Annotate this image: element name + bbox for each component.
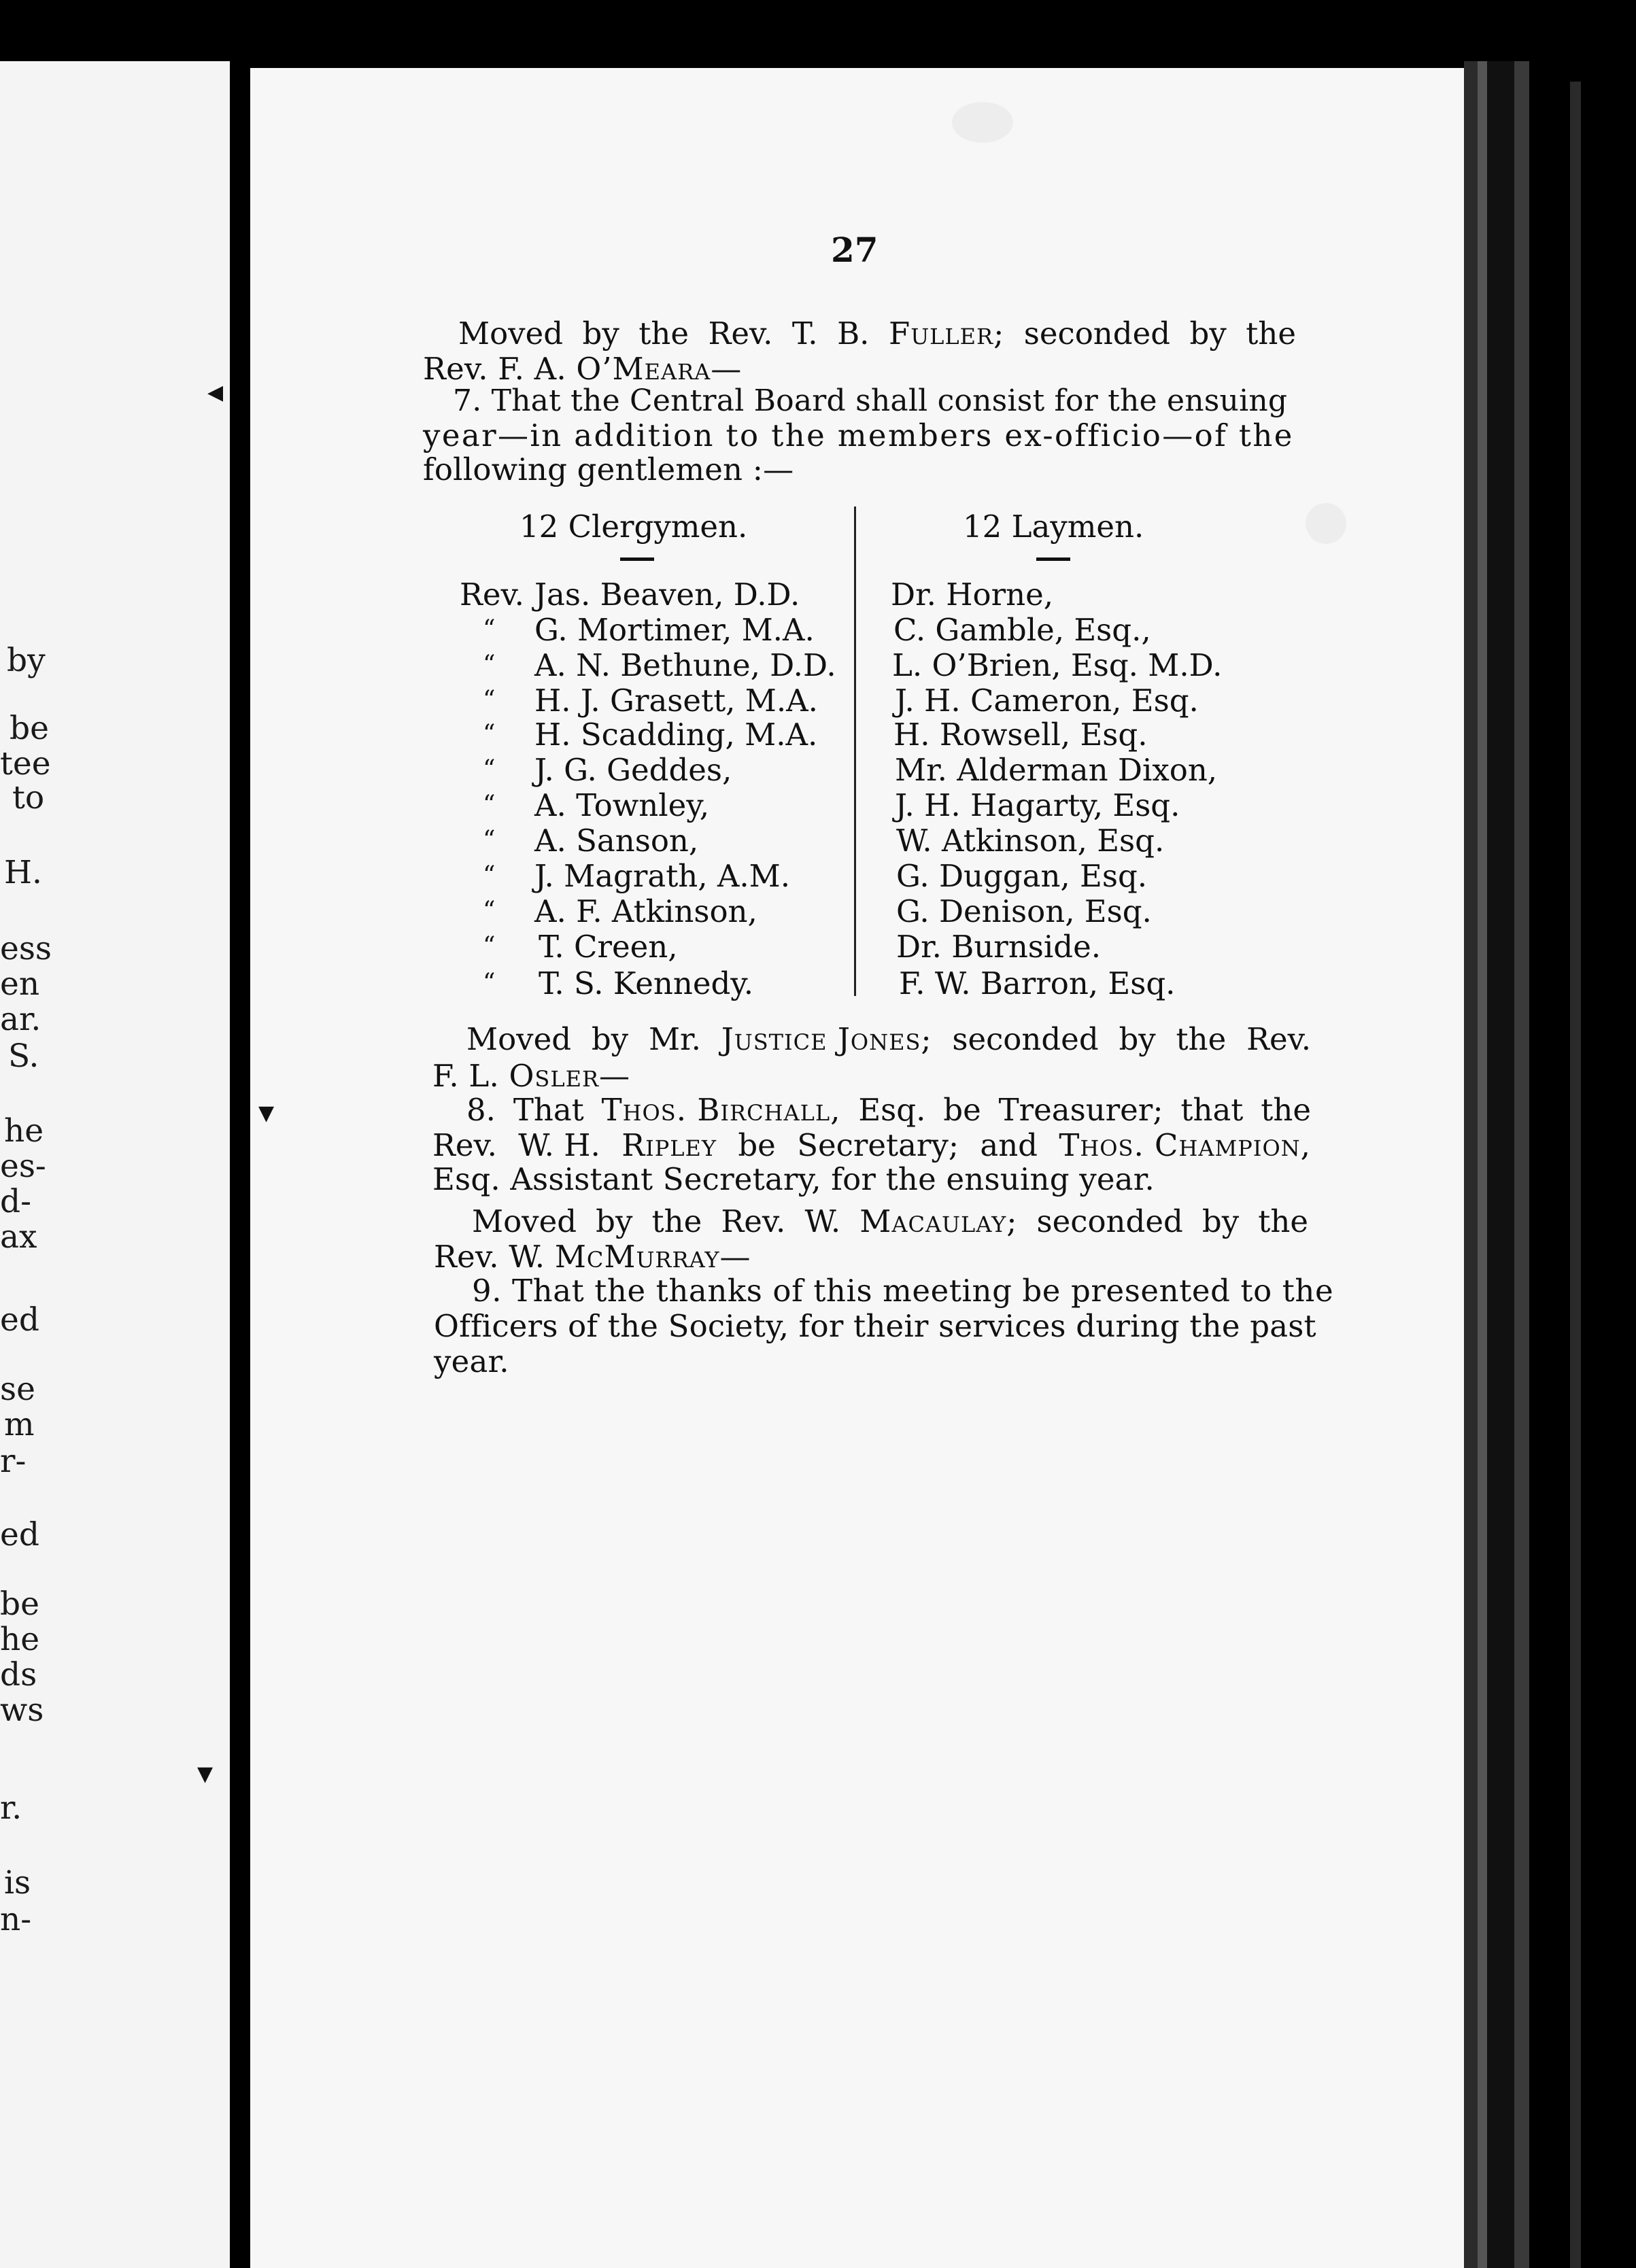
layman-name: Mr. Alderman Dixon, xyxy=(895,752,1218,788)
resolution-7-line-2: year—in addition to the members ex-officio—of the xyxy=(423,417,1294,453)
page-edges xyxy=(1570,82,1581,2268)
word: F. L. xyxy=(432,1058,509,1094)
clergy-name: G. Mortimer, M.A. xyxy=(534,612,815,648)
seconder-name: Osler— xyxy=(509,1058,631,1094)
left-fragment: H. xyxy=(4,854,42,891)
left-fragment: be xyxy=(0,1585,39,1623)
word: W. xyxy=(804,1203,841,1239)
word: Rev. xyxy=(1246,1021,1311,1057)
clergy-name: H. Scadding, M.A. xyxy=(534,717,818,753)
left-fragment: es- xyxy=(0,1148,46,1185)
word: the xyxy=(1258,1203,1308,1239)
word: be xyxy=(943,1092,981,1128)
resolution-7-line-1: 7. That the Central Board shall consist for the ensuing xyxy=(453,383,1288,418)
word: 8. xyxy=(466,1092,496,1128)
clergy-prefix: “ xyxy=(483,826,496,854)
word: Treasurer; xyxy=(998,1092,1163,1128)
margin-mark: ▼ xyxy=(197,1762,214,1786)
left-fragment: he xyxy=(4,1112,44,1150)
left-fragment: ed xyxy=(0,1516,39,1553)
left-fragment: d- xyxy=(0,1183,31,1220)
word: and xyxy=(980,1127,1038,1163)
layman-name: C. Gamble, Esq., xyxy=(893,612,1151,648)
left-fragment: ess xyxy=(0,930,52,967)
word: Rev. F. A. xyxy=(423,351,577,387)
seconder-name: McMurray— xyxy=(554,1239,751,1275)
layman-name: Dr. Horne, xyxy=(891,577,1054,613)
secretary-name: Ripley xyxy=(621,1127,717,1163)
resolution-9-line-3: year. xyxy=(434,1343,509,1379)
resolution-9-line-1: 9. That the thanks of this meeting be presented to the xyxy=(472,1273,1334,1309)
clergymen-heading: 12 Clergymen. xyxy=(519,509,748,545)
word: Secretary; xyxy=(797,1127,959,1163)
resolution-9-line-2: Officers of the Society, for their services during the past xyxy=(434,1308,1316,1344)
word: B. xyxy=(837,315,870,351)
page-edges xyxy=(1514,61,1529,2268)
left-fragment: he xyxy=(0,1621,40,1658)
clergy-name: T. Creen, xyxy=(539,929,678,965)
clergy-name: A. Sanson, xyxy=(534,823,699,859)
motion-2-line-1 xyxy=(466,1021,1311,1057)
layman-name: J. H. Cameron, Esq. xyxy=(895,683,1199,719)
page-edges xyxy=(1478,61,1487,2268)
word: the xyxy=(1246,315,1296,351)
motion-1-line-2 xyxy=(423,351,743,387)
mover-name: Justice Jones; xyxy=(721,1021,932,1057)
clergy-prefix: “ xyxy=(483,686,496,714)
word: Rev. xyxy=(721,1203,786,1239)
mover-name: Macaulay; xyxy=(859,1203,1018,1239)
word: be xyxy=(738,1127,776,1163)
left-fragment: r. xyxy=(0,1789,22,1827)
layman-name: G. Denison, Esq. xyxy=(896,893,1152,929)
page-edges xyxy=(1464,61,1478,2268)
column-divider xyxy=(854,506,856,996)
word: Rev. xyxy=(432,1127,497,1163)
clergy-name: A. F. Atkinson, xyxy=(534,893,757,929)
left-fragment: ax xyxy=(0,1218,37,1256)
word: by xyxy=(596,1203,633,1239)
left-fragment: by xyxy=(7,642,46,679)
clergy-prefix: “ xyxy=(483,755,496,783)
left-fragment: m xyxy=(4,1406,35,1443)
clergy-prefix: “ xyxy=(483,791,496,819)
word: Esq. xyxy=(858,1092,926,1128)
layman-name: W. Atkinson, Esq. xyxy=(896,823,1165,859)
word: Moved xyxy=(472,1203,577,1239)
left-page xyxy=(0,61,230,2268)
word: by xyxy=(582,315,619,351)
clergy-name: A. N. Bethune, D.D. xyxy=(534,647,836,683)
layman-name: Dr. Burnside. xyxy=(896,929,1102,965)
clergy-prefix: “ xyxy=(483,651,496,678)
left-fragment: n- xyxy=(0,1901,32,1938)
left-fragment: S. xyxy=(8,1037,39,1075)
resolution-8-line-3: Esq. Assistant Secretary, for the ensuing year. xyxy=(432,1161,1155,1197)
layman-name: G. Duggan, Esq. xyxy=(896,858,1148,894)
left-fragment: se xyxy=(0,1371,35,1408)
paper-stain xyxy=(1306,503,1346,544)
word: Rev. xyxy=(708,315,773,351)
word: the xyxy=(1261,1092,1311,1128)
motion-3-line-2 xyxy=(434,1239,751,1275)
word: That xyxy=(513,1092,584,1128)
clergy-prefix: “ xyxy=(483,897,496,925)
book-gutter xyxy=(230,0,250,2268)
assistant-secretary-name: Thos. Champion, xyxy=(1059,1127,1311,1163)
treasurer-name: Thos. Birchall, xyxy=(601,1092,841,1128)
word: that xyxy=(1180,1092,1244,1128)
word: by xyxy=(1119,1021,1156,1057)
clergy-name: T. S. Kennedy. xyxy=(539,965,754,1001)
resolution-8-line-2 xyxy=(432,1127,1311,1163)
left-fragment: ws xyxy=(0,1691,44,1729)
word: by xyxy=(1202,1203,1240,1239)
page-edges xyxy=(1529,61,1570,2268)
paper-stain xyxy=(952,102,1013,143)
laymen-heading: 12 Laymen. xyxy=(963,509,1144,545)
page-number: 27 xyxy=(831,230,879,270)
clergy-prefix: “ xyxy=(483,932,496,960)
left-fragment: ar. xyxy=(0,1001,41,1038)
layman-name: J. H. Hagarty, Esq. xyxy=(895,787,1180,823)
left-fragment: is xyxy=(4,1864,31,1902)
seconder-name: O’Meara— xyxy=(576,351,743,387)
word: by xyxy=(1189,315,1227,351)
motion-3-line-1 xyxy=(472,1203,1308,1239)
clergy-name: Jas. Beaven, D.D. xyxy=(534,577,800,613)
left-fragment: ed xyxy=(0,1301,39,1339)
margin-mark: ▼ xyxy=(258,1101,275,1125)
clergy-name: H. J. Grasett, M.A. xyxy=(534,683,818,719)
clergy-name: A. Townley, xyxy=(534,787,709,823)
layman-name: F. W. Barron, Esq. xyxy=(899,965,1176,1001)
word: Moved xyxy=(466,1021,572,1057)
resolution-7-line-3: following gentlemen :— xyxy=(423,451,794,487)
word: the xyxy=(638,315,689,351)
word: Mr. xyxy=(648,1021,701,1057)
left-fragment: to xyxy=(12,779,45,817)
word: seconded xyxy=(1023,315,1171,351)
clergy-prefix: “ xyxy=(483,861,496,889)
clergy-prefix: “ xyxy=(483,615,496,643)
clergy-prefix: “ xyxy=(483,720,496,748)
clergy-name: J. Magrath, A.M. xyxy=(534,858,791,894)
word: seconded xyxy=(1036,1203,1183,1239)
word: the xyxy=(651,1203,702,1239)
clergy-name: J. G. Geddes, xyxy=(534,752,732,788)
left-fragment: en xyxy=(0,965,40,1003)
margin-mark: ◀ xyxy=(207,381,224,405)
word: Moved xyxy=(458,315,564,351)
left-fragment: r- xyxy=(0,1443,27,1480)
left-fragment: tee xyxy=(0,745,51,783)
layman-name: L. O’Brien, Esq. M.D. xyxy=(892,647,1223,683)
clergy-prefix: “ xyxy=(483,969,496,997)
word: W. H. xyxy=(518,1127,600,1163)
motion-1-line-1 xyxy=(458,315,1296,351)
word: seconded xyxy=(952,1021,1099,1057)
clergy-prefix: Rev. xyxy=(460,577,524,613)
word: by xyxy=(591,1021,629,1057)
heading-dash xyxy=(1036,557,1070,561)
word: T. xyxy=(791,315,818,351)
motion-2-line-2 xyxy=(432,1058,631,1094)
page-edges xyxy=(1487,61,1514,2268)
layman-name: H. Rowsell, Esq. xyxy=(893,717,1148,753)
left-fragment: ds xyxy=(0,1656,37,1694)
heading-dash xyxy=(620,557,654,561)
left-fragment: be xyxy=(10,710,49,747)
word: the xyxy=(1176,1021,1227,1057)
word: Rev. W. xyxy=(434,1239,555,1275)
resolution-8-line-1 xyxy=(466,1092,1311,1128)
mover-name: Fuller; xyxy=(888,315,1005,351)
